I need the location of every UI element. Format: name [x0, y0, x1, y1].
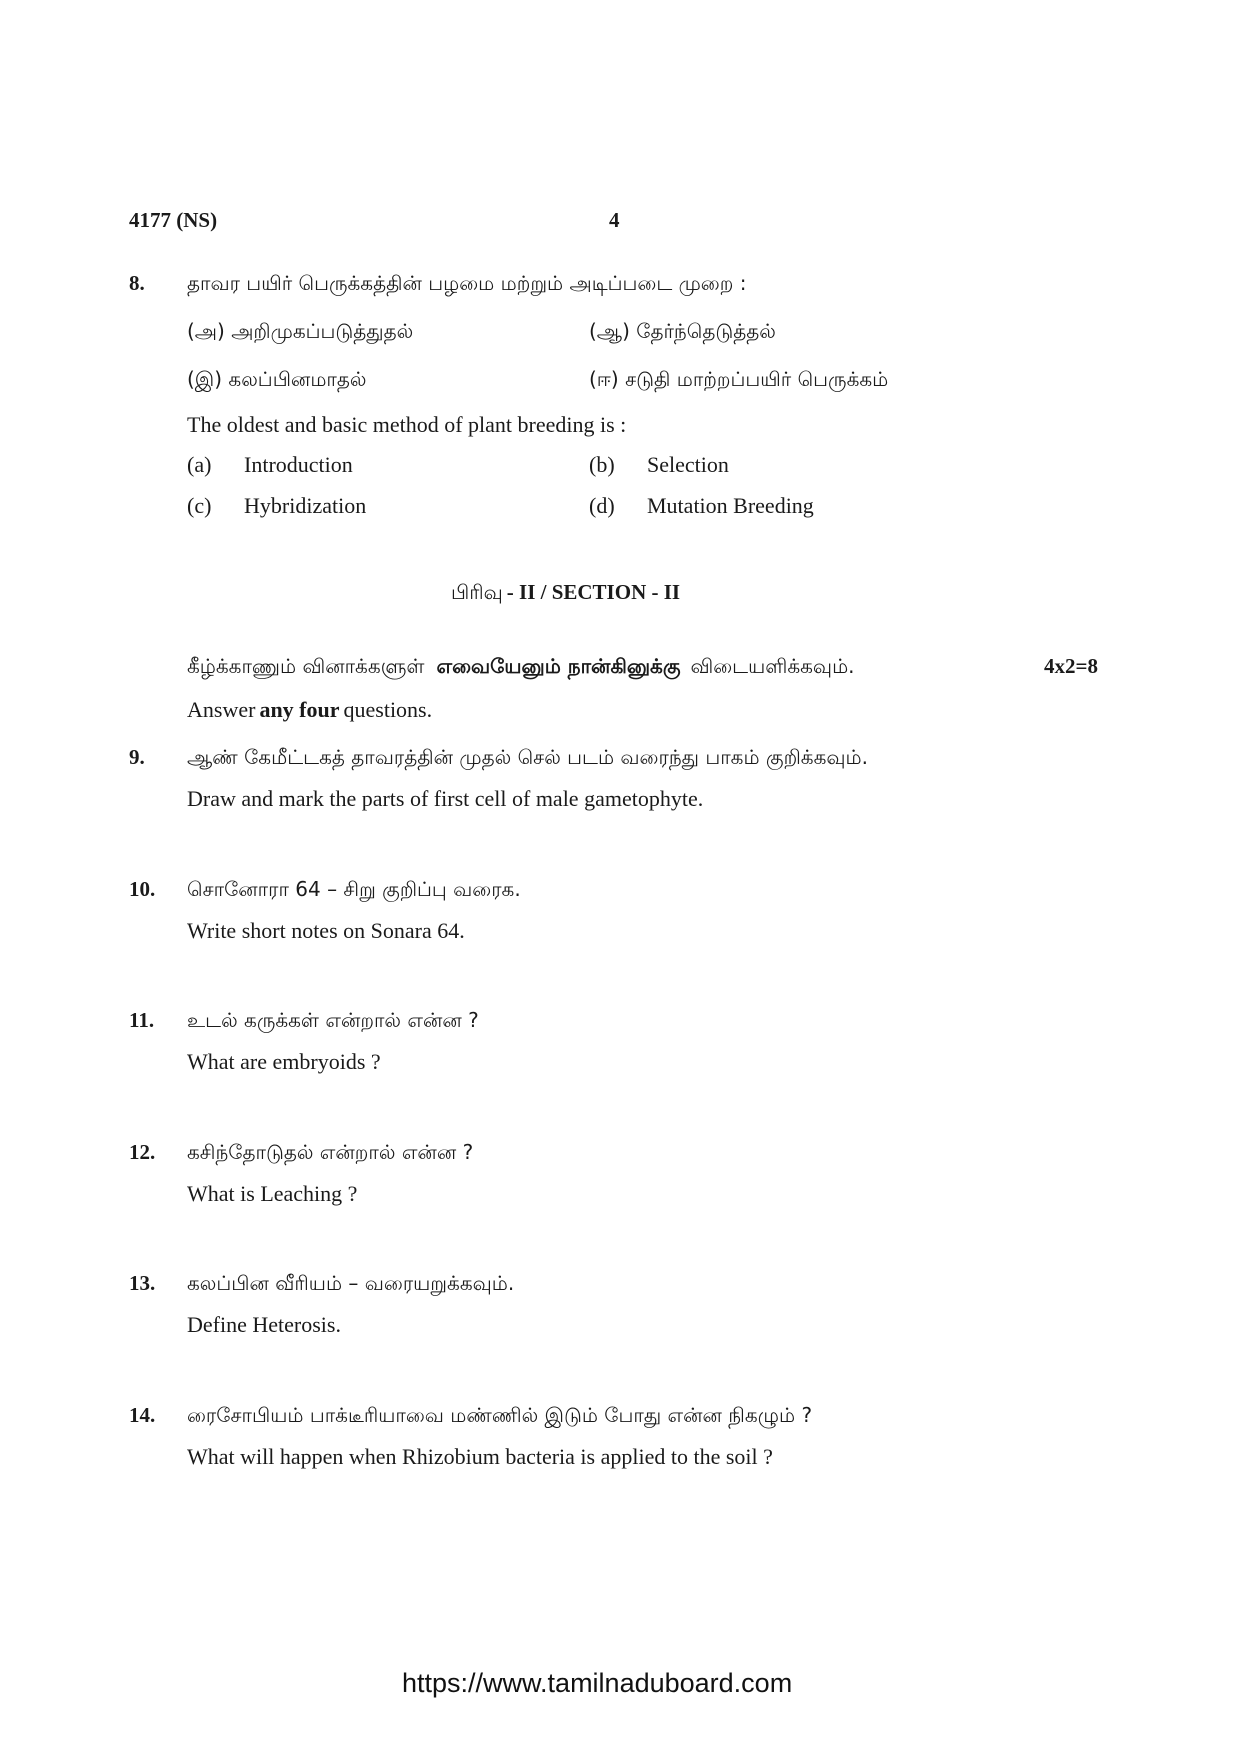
section-marks: 4x2=8	[1044, 654, 1098, 678]
question-8-tamil: தாவர பயிர் பெருக்கத்தின் பழமை மற்றும் அடிப்படை முறை :	[187, 271, 747, 295]
q8-option-a-text: Introduction	[244, 452, 353, 477]
question-10-tamil: சொனோரா 64 – சிறு குறிப்பு வரைக.	[187, 877, 521, 901]
q8-option-b-text: Selection	[647, 452, 729, 477]
q8-option-c-letter: (c)	[187, 493, 212, 518]
instruction-tamil-part-2: விடையளிக்கவும்.	[690, 654, 855, 678]
question-13-english: Define Heterosis.	[187, 1312, 341, 1337]
q8-option-c-text: Hybridization	[244, 493, 367, 518]
instruction-english-part-1: Answer	[187, 697, 256, 722]
question-9-number: 9.	[129, 745, 145, 769]
q8-tamil-option-a: (அ) அறிமுகப்படுத்துதல்	[187, 319, 414, 343]
q8-option-d-letter: (d)	[589, 493, 615, 518]
question-10-number: 10.	[129, 877, 156, 901]
question-10-english: Write short notes on Sonara 64.	[187, 918, 465, 943]
question-8-english: The oldest and basic method of plant breeding is :	[187, 412, 627, 437]
instruction-english	[187, 697, 432, 723]
q8-option-b-letter: (b)	[589, 452, 615, 477]
instruction-tamil-bold: எவையேனும் நான்கினுக்கு	[436, 654, 681, 678]
question-12-tamil: கசிந்தோடுதல் என்றால் என்ன ?	[187, 1140, 474, 1164]
question-13-tamil: கலப்பின வீரியம் – வரையறுக்கவும்.	[187, 1271, 515, 1295]
exam-code: 4177 (NS)	[129, 208, 218, 232]
instruction-tamil	[187, 654, 855, 681]
page-number: 4	[609, 208, 620, 232]
question-8-number: 8.	[129, 271, 145, 295]
q8-tamil-option-b: (ஆ) தேர்ந்தெடுத்தல்	[589, 319, 776, 343]
q8-option-a-letter: (a)	[187, 452, 212, 477]
question-12-english: What is Leaching ?	[187, 1181, 358, 1206]
q8-tamil-option-c: (இ) கலப்பினமாதல்	[187, 367, 367, 391]
instruction-tamil-part-1: கீழ்க்காணும் வினாக்களுள்	[187, 654, 425, 678]
question-9-english: Draw and mark the parts of first cell of male gametophyte.	[187, 786, 704, 811]
section-title-rest: - II / SECTION - II	[506, 580, 681, 604]
instruction-english-part-2: questions.	[343, 697, 433, 722]
q8-tamil-option-d: (ஈ) சடுதி மாற்றப்பயிர் பெருக்கம்	[589, 367, 889, 391]
question-13-number: 13.	[129, 1271, 156, 1295]
question-11-number: 11.	[129, 1008, 155, 1032]
q8-option-d-text: Mutation Breeding	[647, 493, 814, 518]
question-11-tamil: உடல் கருக்கள் என்றால் என்ன ?	[187, 1008, 479, 1032]
instruction-english-bold: any four	[259, 697, 340, 722]
question-14-number: 14.	[129, 1403, 156, 1427]
section-title-tamil: பிரிவு	[451, 580, 503, 604]
question-12-number: 12.	[129, 1140, 156, 1164]
question-9-tamil: ஆண் கேமீட்டகத் தாவரத்தின் முதல் செல் படம் வரைந்து பாகம் குறிக்கவும்.	[187, 745, 868, 769]
question-14-tamil: ரைசோபியம் பாக்டீரியாவை மண்ணில் இடும் போது என்ன நிகழும் ?	[187, 1403, 813, 1427]
footer-url-link[interactable]: https://www.tamilnaduboard.com	[402, 1668, 793, 1698]
section-heading	[451, 580, 680, 607]
question-11-english: What are embryoids ?	[187, 1049, 381, 1074]
question-14-english: What will happen when Rhizobium bacteria is applied to the soil ?	[187, 1444, 773, 1469]
